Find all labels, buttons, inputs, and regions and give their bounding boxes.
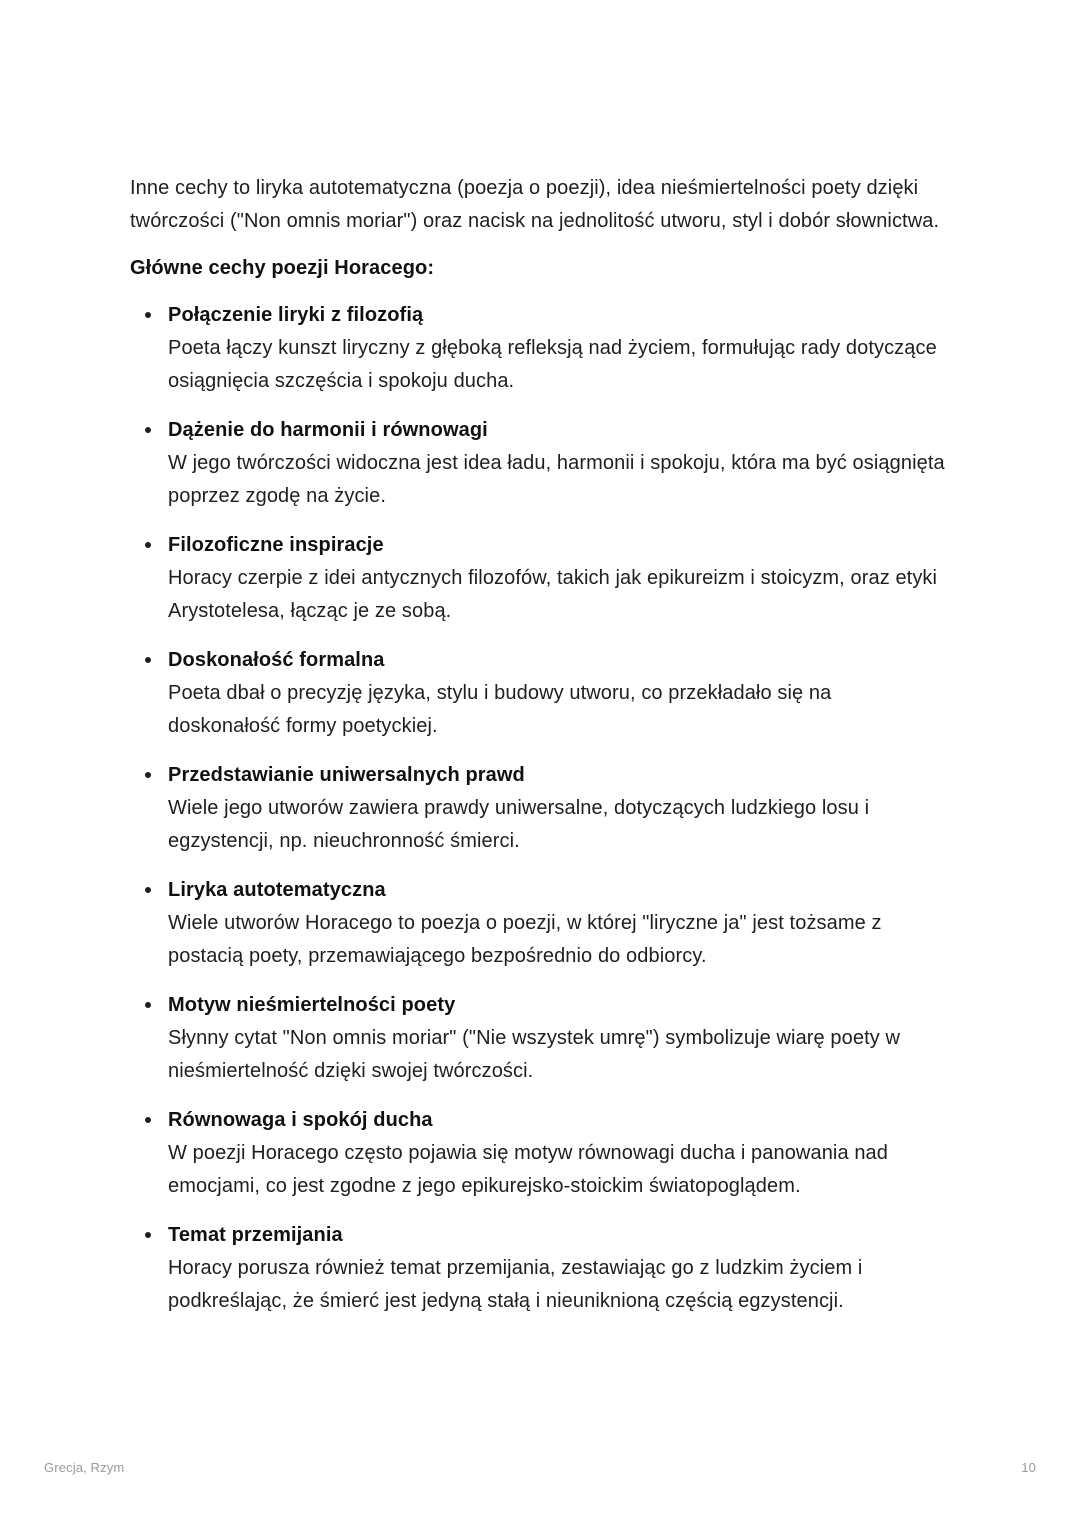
list-item	[130, 874, 948, 973]
bullet-dot-icon	[145, 542, 151, 548]
list-item-description: Horacy porusza również temat przemijania, zestawiając go z ludzkim życiem i podkreślając, że śmierć jest jedyną stałą i nieuniknioną częścią egzystencji.	[168, 1257, 863, 1312]
features-list	[130, 299, 948, 1318]
bullet-dot-icon	[145, 312, 151, 318]
bullet-dot-icon	[145, 427, 151, 433]
list-item-title: Połączenie liryki z filozofią	[168, 304, 424, 326]
list-item	[130, 759, 948, 858]
list-item	[130, 989, 948, 1088]
list-item-description: Poeta łączy kunszt liryczny z głęboką refleksją nad życiem, formułując rady dotyczące osiągnięcia szczęścia i spokoju ducha.	[168, 337, 937, 392]
bullet-dot-icon	[145, 657, 151, 663]
list-item	[130, 1104, 948, 1203]
list-item-title: Temat przemijania	[168, 1224, 343, 1246]
list-item-title: Filozoficzne inspiracje	[168, 534, 384, 556]
list-item	[130, 414, 948, 513]
list-item	[130, 644, 948, 743]
footer-label: Grecja, Rzym	[44, 1460, 125, 1475]
list-item-title: Przedstawianie uniwersalnych prawd	[168, 764, 525, 786]
list-item-description: Poeta dbał o precyzję języka, stylu i budowy utworu, co przekładało się na doskonałość formy poetyckiej.	[168, 682, 832, 737]
list-item-title: Motyw nieśmiertelności poety	[168, 994, 456, 1016]
intro-paragraph: Inne cechy to liryka autotematyczna (poezja o poezji), idea nieśmiertelności poety dzięki twórczości ("Non omnis moriar") oraz nacisk na jednolitość utworu, styl i dobór słownictwa.	[130, 177, 940, 232]
list-item-description: W jego twórczości widoczna jest idea ładu, harmonii i spokoju, która ma być osiągnięta poprzez zgodę na życie.	[168, 452, 945, 507]
bullet-dot-icon	[145, 1002, 151, 1008]
bullet-dot-icon	[145, 1232, 151, 1238]
list-item-title: Równowaga i spokój ducha	[168, 1109, 433, 1131]
footer-page-number: 10	[1021, 1460, 1036, 1475]
list-item-title: Doskonałość formalna	[168, 649, 385, 671]
page-content	[130, 172, 948, 1318]
list-item-description: Słynny cytat "Non omnis moriar" ("Nie wszystek umrę") symbolizuje wiarę poety w nieśmiertelność dzięki swojej twórczości.	[168, 1027, 901, 1082]
list-item-title: Liryka autotematyczna	[168, 879, 386, 901]
list-item-description: Wiele jego utworów zawiera prawdy uniwersalne, dotyczących ludzkiego losu i egzystencji, np. nieuchronność śmierci.	[168, 797, 870, 852]
bullet-dot-icon	[145, 772, 151, 778]
list-item-description: W poezji Horacego często pojawia się motyw równowagi ducha i panowania nad emocjami, co jest zgodne z jego epikurejsko-stoickim światopoglądem.	[168, 1142, 889, 1197]
page-footer	[44, 1458, 1036, 1478]
bullet-dot-icon	[145, 887, 151, 893]
list-item-title: Dążenie do harmonii i równowagi	[168, 419, 488, 441]
list-item	[130, 529, 948, 628]
list-item-description: Horacy czerpie z idei antycznych filozofów, takich jak epikureizm i stoicyzm, oraz etyki Arystotelesa, łącząc je ze sobą.	[168, 567, 938, 622]
list-item-description: Wiele utworów Horacego to poezja o poezji, w której "liryczne ja" jest tożsame z postacią poety, przemawiającego bezpośrednio do odbiorcy.	[168, 912, 882, 967]
bullet-dot-icon	[145, 1117, 151, 1123]
list-item	[130, 1219, 948, 1318]
list-item	[130, 299, 948, 398]
section-heading: Główne cechy poezji Horacego:	[130, 257, 435, 279]
